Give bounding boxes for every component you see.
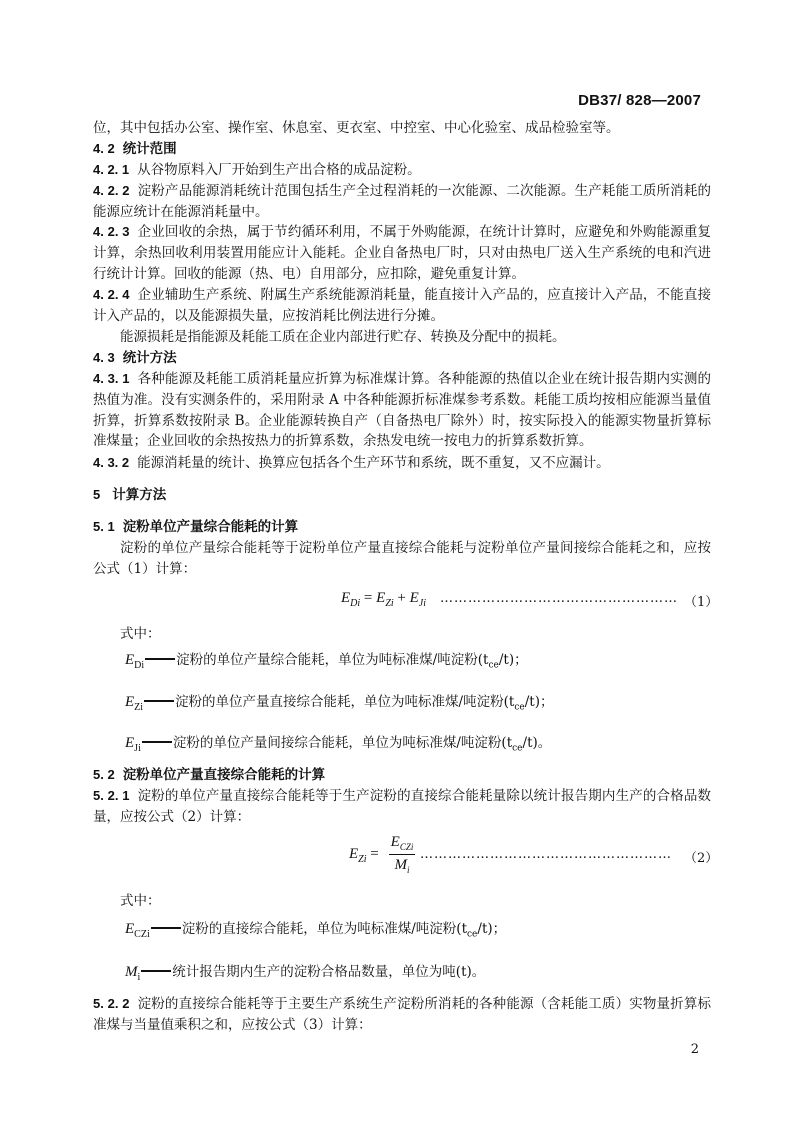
clause-4-2-1 [93, 160, 711, 181]
unit: t [527, 735, 533, 751]
fraction-bar [389, 854, 415, 855]
em-dash [142, 741, 172, 743]
clause-4-2-3 [93, 222, 711, 284]
clause-text: 淀粉的直接综合能耗等于主要生产系统生产淀粉所消耗的各种能源（含耗能工质）实物量折算标准煤与当量值乘积之和，应按公式（3）计算： [93, 996, 711, 1033]
section-5-heading [93, 485, 711, 506]
clause-text: 企业辅助生产系统、附属生产系统能源消耗量，能直接计入产品的，应直接计入产品，不能直接计入产品的，以及能源损失量，应按消耗比例法进行分摊。 [93, 287, 711, 324]
definition-E-CZi: $E_{CZi}$ 淀粉的直接综合能耗，单位为吨标准煤/吨淀粉$(t_{ce}/t)$； [125, 921, 507, 940]
symbol-E: E [125, 694, 135, 710]
equals-sign: = [363, 590, 373, 606]
subscript: Di [350, 598, 361, 609]
section-title: 统计范围 [122, 141, 177, 156]
definition-E-Zi: $E_{Zi}$ 淀粉的单位产量直接综合能耗，单位为吨标准煤/吨淀粉$(t_{ce}/t)$； [125, 694, 554, 713]
definition-E-Ji: $E_{Ji}$ 淀粉的单位产量间接综合能耗，单位为吨标准煤/吨淀粉$(t_{ce}/t)$。 [125, 735, 552, 754]
clause-number: 5. 2. 2 [93, 996, 130, 1011]
leader-dots: …………………………………………… [440, 591, 678, 606]
clause-number: 4. 3. 2 [93, 455, 130, 470]
subscript: Ji [418, 598, 427, 609]
subscript: Zi [385, 598, 394, 609]
symbol-E: E [125, 652, 135, 668]
subscript: CZi [134, 929, 150, 940]
clause-text: 淀粉的单位产量直接综合能耗等于生产淀粉的直接综合能耗量除以统计报告期内生产的合格品数量，应按公式（2）计算： [93, 788, 711, 825]
subscript: Ji [134, 743, 141, 754]
clause-number: 4. 2. 2 [93, 183, 130, 198]
subscript: i [137, 972, 141, 983]
em-dash [144, 700, 174, 702]
unit: t [508, 694, 515, 710]
clause-number: 4. 2. 1 [93, 162, 130, 177]
unit: t [529, 694, 535, 710]
section-5-1-heading [93, 517, 711, 538]
definition-M-i: $M_i$ 统计报告期内生产的淀粉合格品数量，单位为吨(t)。 [125, 964, 486, 983]
definition-E-Di: $E_{Di}$ 淀粉的单位产量综合能耗，单位为吨标准煤/吨淀粉$(t_{ce}/t)$； [125, 652, 528, 671]
clause-5-2-1 [93, 786, 711, 828]
symbol-M: M [125, 964, 138, 980]
section-title: 淀粉单位产量综合能耗的计算 [122, 519, 299, 534]
subscript: i [406, 865, 410, 875]
em-dash [141, 970, 171, 972]
subscript: Di [134, 660, 145, 671]
em-dash [151, 927, 181, 929]
clause-text: 淀粉产品能源消耗统计范围包括生产全过程消耗的一次能源、二次能源。生产耗能工质所消耗的能源应统计在能源消耗量中。 [93, 183, 711, 220]
section-number: 4. 3 [93, 350, 115, 365]
page-number: 2 [690, 1042, 699, 1057]
section-5-2-heading [93, 765, 711, 786]
definition-text: 淀粉的单位产量直接综合能耗，单位为吨标准煤/吨淀粉 [175, 694, 504, 710]
unit: t [483, 652, 489, 668]
leader-dots: ……………………………………………… [420, 847, 672, 862]
section-title: 计算方法 [112, 487, 167, 502]
equals-sign: = [370, 846, 379, 862]
equation-number: （2） [684, 851, 719, 866]
subscript: CZi [399, 842, 414, 852]
clause-number: 5. 2. 1 [93, 788, 130, 803]
numerator [389, 834, 415, 852]
unit-subscript: ce [514, 702, 525, 713]
clause-5-2-2 [93, 994, 711, 1036]
clause-number: 4. 3. 1 [93, 371, 130, 386]
clause-number: 4. 2. 3 [93, 224, 130, 239]
denominator [389, 857, 415, 875]
definition-text: 淀粉的单位产量综合能耗，单位为吨标准煤/吨淀粉 [176, 652, 478, 668]
unit-subscript: ce [488, 660, 499, 671]
clause-text: 能源消耗量的统计、换算应包括各个生产环节和系统，既不重复，又不应漏计。 [137, 455, 610, 471]
plus-sign: + [397, 590, 406, 606]
clause-4-2-4-note: 能源损耗是指能源及耗能工质在企业内部进行贮存、转换及分配中的损耗。 [120, 329, 566, 345]
definition-text: 统计报告期内生产的淀粉合格品数量，单位为吨 [172, 964, 456, 980]
subscript: Zi [358, 854, 367, 865]
formula-2-fraction [389, 834, 415, 875]
clause-text: 从谷物原料入厂开始到生产出合格的成品淀粉。 [137, 162, 421, 178]
section-5-1-body: 淀粉的单位产量综合能耗等于淀粉单位产量直接综合能耗与淀粉单位产量间接综合能耗之和，应按公式（1）计算： [93, 540, 711, 577]
clause-text: 各种能源及耗能工质消耗量应折算为标准煤计算。各种能源的热值以企业在统计报告期内实测的热值为准。没有实测条件的，采用附录 A 中各种能源折标准煤参考系数。耗能工质均按相应能源当量值折算，折算系数按附录 B。企业能源转换自产（自备热电厂除外）时，按实际投入的能源实物量折算标准煤量；企业回收的余热按热力的折算系数，余热发电统一按电力的折算系数折算。 [93, 371, 711, 450]
definition-text: 淀粉的直接综合能耗，单位为吨标准煤/吨淀粉 [181, 921, 457, 937]
definition-text: 淀粉的单位产量间接综合能耗，单位为吨标准煤/吨淀粉 [172, 735, 502, 751]
clause-number: 4. 2. 4 [93, 287, 130, 302]
unit-subscript: ce [467, 929, 478, 940]
section-4-2-heading [93, 139, 711, 160]
section-4-3-heading [93, 348, 711, 369]
clause-4-2-2 [93, 181, 711, 223]
unit: t [506, 735, 513, 751]
section-number: 5 [93, 487, 101, 502]
section-number: 5. 1 [93, 519, 115, 534]
section-title: 统计方法 [122, 350, 177, 365]
symbol-E: E [125, 921, 135, 937]
equation-number: （1） [684, 595, 719, 610]
unit: t [461, 921, 468, 937]
symbol-E: E [390, 834, 400, 850]
section-title: 淀粉单位产量直接综合能耗的计算 [122, 767, 326, 782]
unit: t [503, 652, 509, 668]
clause-4-3-2 [93, 453, 711, 474]
subscript: Zi [134, 702, 144, 713]
clause-text: 企业回收的余热，属于节约循环利用，不属于外购能源，在统计计算时，应避免和外购能源重复计算，余热回收利用装置用能应计入能耗。企业自备热电厂时，只对由热电厂送入生产系统的电和汽进行统计计算。回收的能源（热、电）自用部分，应扣除，避免重复计算。 [93, 224, 711, 282]
where-label: 式中： [120, 626, 161, 642]
section-number: 5. 2 [93, 767, 115, 782]
where-label: 式中： [120, 893, 161, 909]
formula-2-lhs [349, 846, 379, 865]
symbol-E: E [409, 590, 419, 606]
clause-4-3-1 [93, 369, 711, 452]
symbol-E: E [341, 590, 351, 606]
symbol-M: M [394, 857, 407, 873]
unit-subscript: ce [512, 743, 523, 754]
clause-4-2-4 [93, 285, 711, 327]
symbol-E: E [125, 735, 135, 751]
symbol-E: E [376, 590, 386, 606]
document-id: DB37/ 828—2007 [578, 92, 701, 109]
paragraph-continuation: 位，其中包括办公室、操作室、休息室、更衣室、中控室、中心化验室、成品检验室等。 [93, 120, 620, 136]
symbol-E: E [349, 846, 359, 862]
unit: t [481, 921, 488, 937]
section-number: 4. 2 [93, 141, 115, 156]
unit: t [461, 964, 467, 980]
formula-1 [341, 590, 426, 609]
em-dash [145, 658, 175, 660]
